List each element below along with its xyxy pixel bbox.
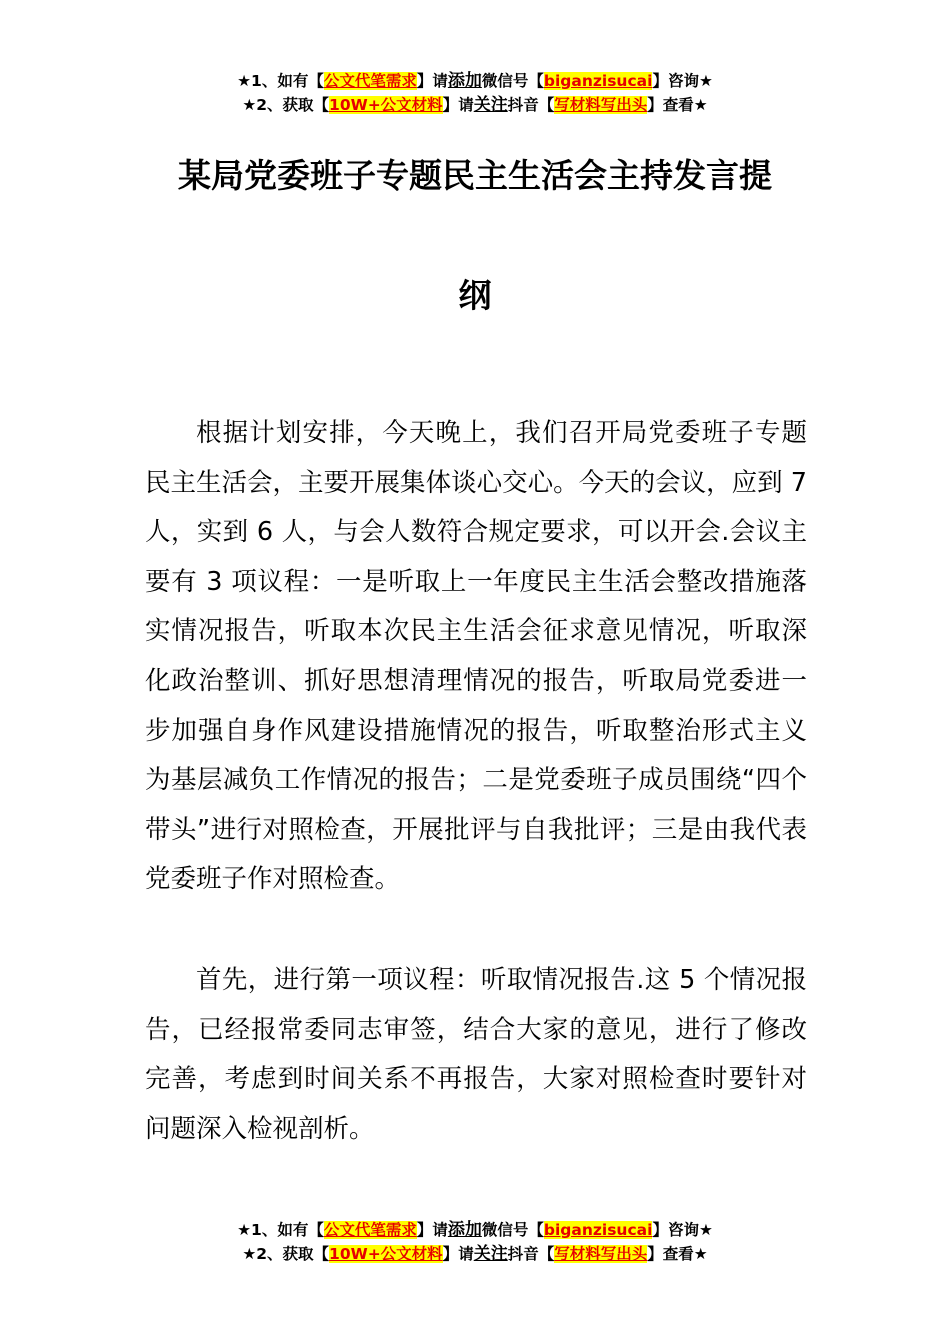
promo-line-2 — [0, 93, 950, 117]
text: 微信号【 — [481, 72, 544, 90]
douyin-id: 写材料写出头 — [554, 1245, 648, 1263]
text: ★1、如有【 — [237, 1221, 324, 1239]
promo-line-1 — [0, 1218, 950, 1242]
highlight: 10W+公文材料 — [329, 1245, 443, 1263]
text: 】咨询★ — [652, 1221, 713, 1239]
text: 】请 — [416, 72, 448, 90]
body-paragraph: 首先，进行第一项议程：听取情况报告.这 5 个情况报告，已经报常委同志审签，结合大家的意见，进行了修改完善，考虑到时间关系不再报告，大家对照检查时要针对问题深入检视剖析。 — [145, 965, 807, 1144]
douyin-id: 写材料写出头 — [554, 96, 648, 114]
highlight: 公文代笔需求 — [323, 72, 417, 90]
promo-line-2 — [0, 1242, 950, 1266]
text: 微信号【 — [481, 1221, 544, 1239]
text: ★1、如有【 — [237, 72, 324, 90]
promo-line-1 — [0, 69, 950, 93]
page-title-line-1: 某局党委班子专题民主生活会主持发言提 — [178, 156, 772, 195]
emphasis: 添加 — [447, 71, 482, 91]
text: 】查看★ — [647, 96, 708, 114]
emphasis: 关注 — [473, 95, 508, 115]
wechat-id: biganzisucai — [543, 1221, 653, 1239]
wechat-id: biganzisucai — [543, 72, 653, 90]
highlight: 公文代笔需求 — [323, 1221, 417, 1239]
text: ★2、获取【 — [242, 1245, 330, 1263]
promo-banner-top — [0, 69, 950, 117]
emphasis: 添加 — [447, 1220, 482, 1240]
text: 】查看★ — [647, 1245, 708, 1263]
body-paragraph: 根据计划安排，今天晚上，我们召开局党委班子专题民主生活会，主要开展集体谈心交心。今天的会议，应到 7 人，实到 6 人，与会人数符合规定要求，可以开会.会议主要有 3 项议程：一是听取上一年度民主生活会整改措施落实情况报告，听取本次民主生活会征求意见情况，听取深化政治整训、抓好思想清理情况的报告，听取局党委进一步加强自身作风建设措施情况的报告，听取整治形式主义为基层减负工作情况的报告；二是党委班子成员围绕“四个带头”进行对照检查，开展批评与自我批评；三是由我代表党委班子作对照检查。 — [145, 418, 807, 895]
text: ★2、获取【 — [242, 96, 330, 114]
emphasis: 关注 — [473, 1244, 508, 1264]
text: 抖音【 — [507, 1245, 555, 1263]
text: 】请 — [442, 96, 474, 114]
text: 】请 — [442, 1245, 474, 1263]
text: 抖音【 — [507, 96, 555, 114]
promo-banner-bottom — [0, 1218, 950, 1266]
highlight: 10W+公文材料 — [329, 96, 443, 114]
text: 】请 — [416, 1221, 448, 1239]
page-title-line-2: 纲 — [458, 276, 492, 315]
text: 】咨询★ — [652, 72, 713, 90]
